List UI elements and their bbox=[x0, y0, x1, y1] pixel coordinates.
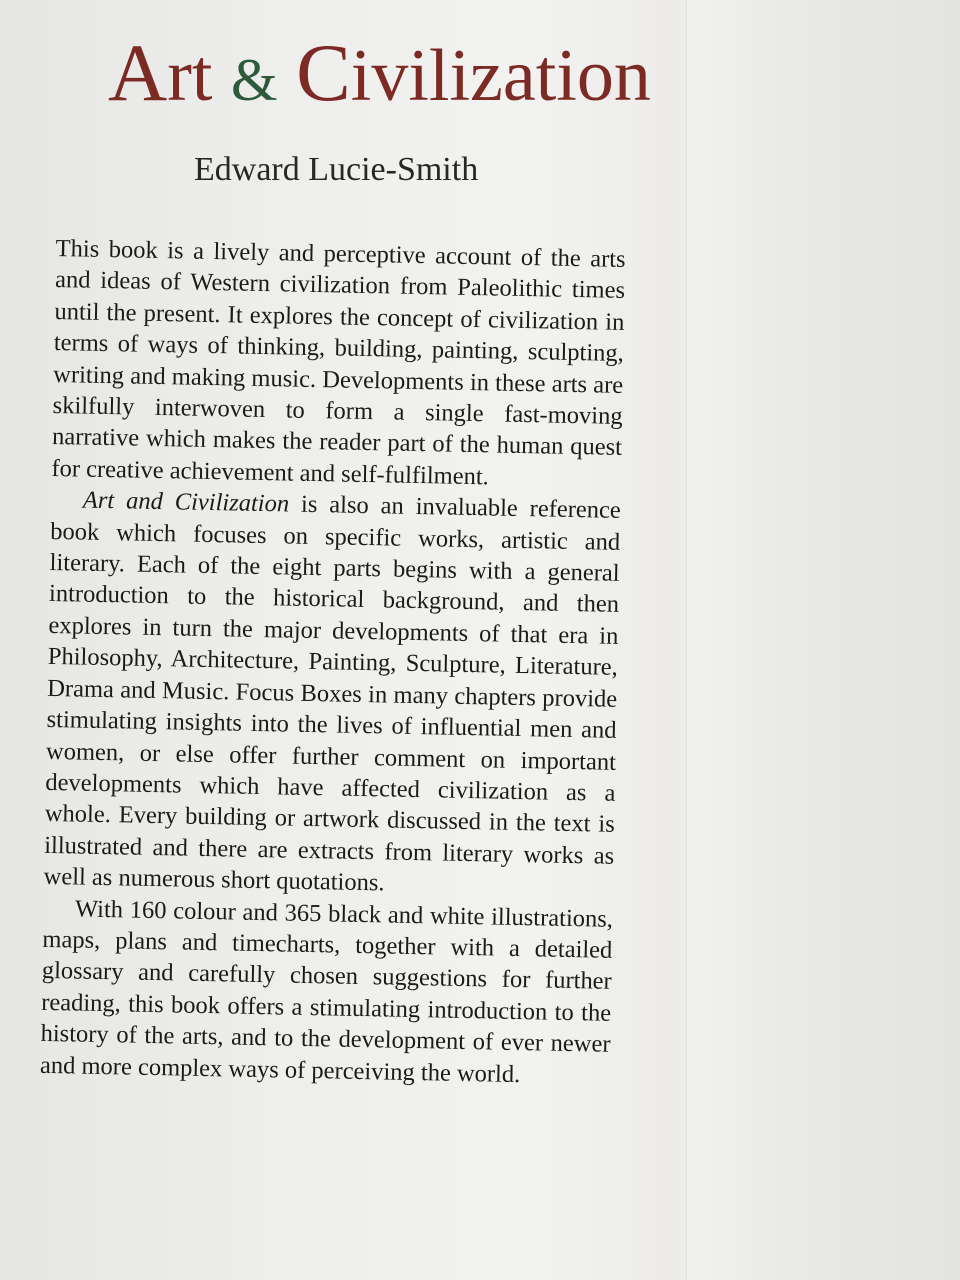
blurb bbox=[40, 233, 626, 1092]
title-initial-c: C bbox=[296, 27, 351, 118]
blurb-paragraph-1: This book is a lively and perceptive account of the arts and ideas of Western civilization from Paleolithic times until the present. It explores the concept of civilization in terms of ways of thinking, building, painting, sculpting, writing and making music. Developments in these arts are skilfully interwoven to form a single fast-moving narrative which makes the reader part of the human quest for creative achievement and self-fulfilment. bbox=[51, 235, 626, 491]
title-rest-rt: rt bbox=[167, 35, 213, 117]
title-initial-a: A bbox=[108, 27, 168, 118]
book-title bbox=[108, 26, 651, 120]
author-name: Edward Lucie-Smith bbox=[194, 151, 479, 189]
book-title-italic: Art and Civilization bbox=[82, 486, 290, 518]
flap-text-column bbox=[39, 0, 651, 1088]
blurb-paragraph-2-text: is also an invaluable reference book which focuses on specific works, artistic and literary. Each of the eight parts begins with a general introduction to the historical background, and then explores in turn the major developments of that era in Philosophy, Architecture, Painting, Sculpture, Literature, Drama and Music. Focus Boxes in many chapters provide stimulating insights into the lives of influential men and women, or else offer further comment on important developments which have affected civilization as a whole. Every building or artwork discussed in the text is illustrated and there are extracts from literary works as well as numerous short quotations. bbox=[43, 490, 622, 897]
blurb-paragraph-2 bbox=[43, 484, 621, 903]
page-fold-edge bbox=[686, 0, 960, 1280]
title-rest-ivilization: ivilization bbox=[350, 35, 651, 117]
blurb-paragraph-3: With 160 colour and 365 black and white illustrations, maps, plans and timecharts, together with a detailed glossary and carefully chosen suggestions for further reading, this book offers a stimulating introduction to the history of the arts, and to the development of ever newer and more complex ways of perceiving the world. bbox=[39, 895, 614, 1088]
title-ampersand: & bbox=[230, 47, 278, 113]
